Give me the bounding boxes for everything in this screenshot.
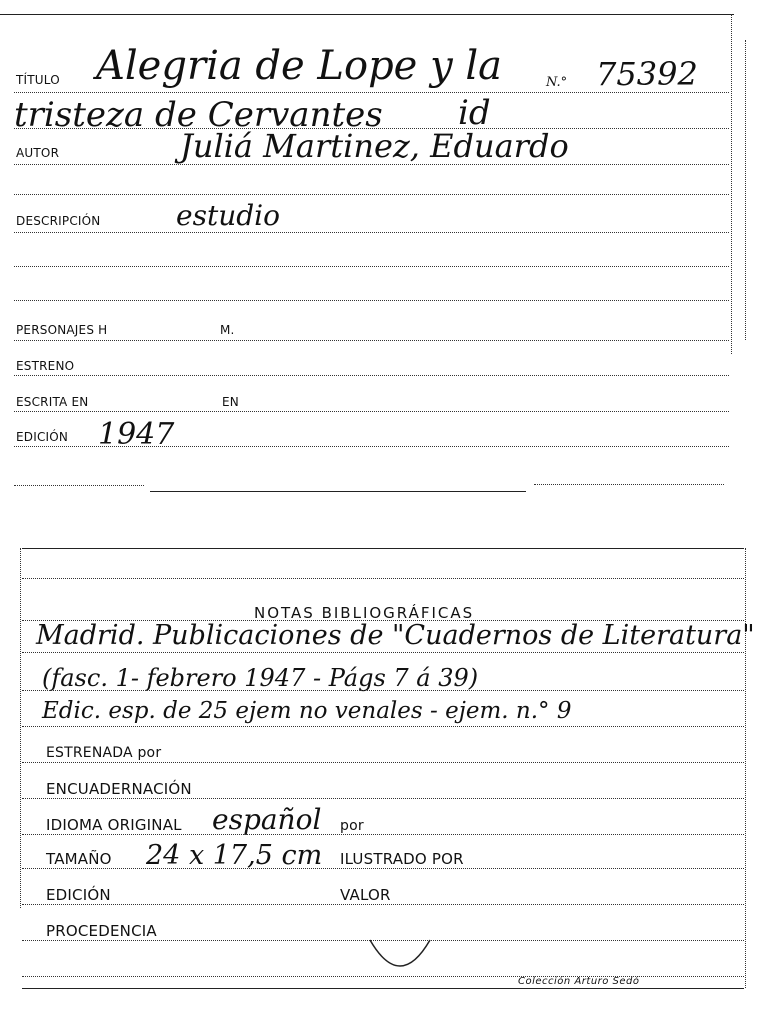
autor-label: AUTOR	[16, 146, 60, 160]
blank-line-2	[14, 266, 729, 267]
bottom-blank-line-1	[22, 578, 744, 579]
top-card-bottom-edge	[150, 491, 526, 492]
titulo-handwritten-line2: tristeza de Cervantes	[14, 95, 383, 135]
notes-rule-2	[22, 690, 744, 691]
titulo-id-mark: id	[458, 93, 491, 133]
top-card-bottom-edge-left	[14, 485, 144, 486]
escrita-en-line	[14, 411, 729, 412]
blank-line-1	[14, 194, 729, 195]
estreno-label: ESTRENO	[16, 359, 75, 373]
titulo-line-1	[14, 92, 729, 93]
blank-line-3	[14, 300, 729, 301]
notes-line-2: (fasc. 1- febrero 1947 - Págs 7 á 39)	[42, 664, 479, 692]
descripcion-handwritten: estudio	[176, 199, 280, 232]
bottom-card-border-bottom	[22, 988, 744, 989]
punch-hole-notch	[368, 938, 432, 972]
idioma-line	[22, 834, 744, 835]
tamano-handwritten: 24 x 17,5 cm	[146, 840, 323, 871]
idioma-handwritten: español	[212, 803, 322, 836]
descripcion-line	[14, 232, 729, 233]
escrita-en-label: ESCRITA EN	[16, 395, 89, 409]
estrenada-label: ESTRENADA por	[46, 745, 162, 761]
procedencia-label: PROCEDENCIA	[46, 922, 157, 940]
bottom-card-border-top	[22, 548, 744, 549]
tamano-line	[22, 868, 744, 869]
collection-stamp: Colección Arturo Sedó	[518, 976, 640, 987]
edicion-line	[14, 446, 729, 447]
bottom-edicion-label: EDICIÓN	[46, 886, 111, 904]
top-card-border-top	[0, 14, 734, 15]
ilustrado-por-label: ILUSTRADO POR	[340, 850, 464, 868]
edicion-label: EDICIÓN	[16, 430, 69, 444]
en-label: EN	[222, 395, 239, 409]
titulo-label: TÍTULO	[16, 73, 60, 87]
bottom-card-border-left	[20, 548, 21, 908]
titulo-handwritten-line1: Alegria de Lope y la	[96, 43, 503, 89]
notes-line-3: Edic. esp. de 25 ejem no venales - ejem. n.° 9	[42, 698, 572, 724]
edicion-valor-line	[22, 904, 744, 905]
descripcion-label: DESCRIPCIÓN	[16, 214, 101, 228]
estreno-line	[14, 375, 729, 376]
notas-bibliograficas-title: NOTAS BIBLIOGRÁFICAS	[254, 604, 475, 622]
encuadernacion-label: ENCUADERNACIÓN	[46, 780, 192, 798]
idioma-original-label: IDIOMA ORIGINAL	[46, 816, 182, 834]
valor-label: VALOR	[340, 886, 391, 904]
catalog-number: 75392	[596, 55, 698, 93]
personajes-label: PERSONAJES H	[16, 323, 108, 337]
encuadernacion-line	[22, 798, 744, 799]
notes-line-1: Madrid. Publicaciones de "Cuadernos de Literatura"	[36, 620, 755, 651]
autor-handwritten: Juliá Martinez, Eduardo	[180, 127, 569, 165]
estrenada-line	[22, 762, 744, 763]
notes-rule-1	[22, 652, 744, 653]
bottom-card-border-right	[745, 548, 746, 988]
idioma-por-label: por	[340, 818, 364, 834]
top-card-border-right	[731, 14, 732, 354]
edicion-handwritten: 1947	[98, 417, 175, 452]
tamano-label: TAMAÑO	[46, 850, 112, 868]
top-card-bottom-edge-right	[534, 484, 724, 485]
personajes-m-label: M.	[220, 323, 235, 337]
autor-line	[14, 164, 729, 165]
top-card-edge-right	[745, 40, 746, 340]
personajes-line	[14, 340, 729, 341]
number-prefix: N.°	[546, 75, 568, 90]
notes-rule-3	[22, 726, 744, 727]
